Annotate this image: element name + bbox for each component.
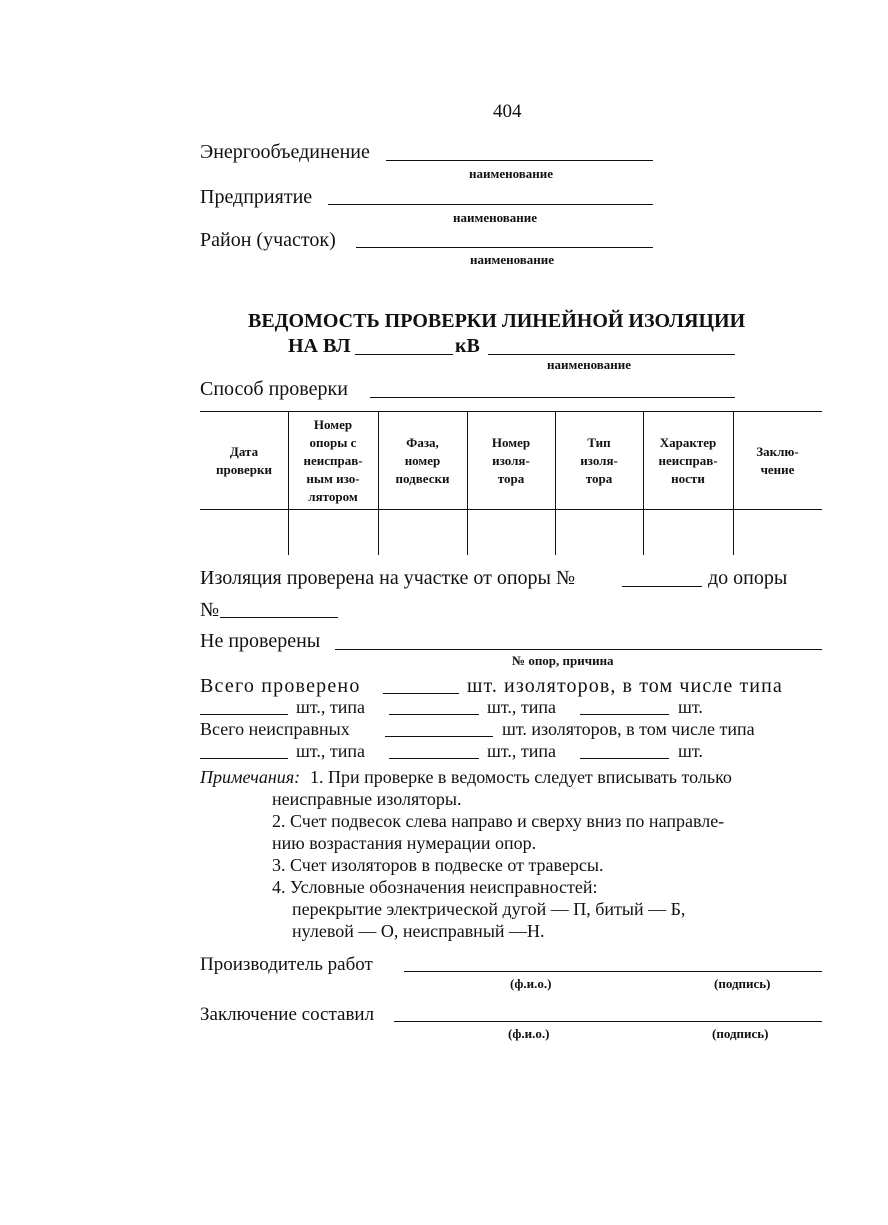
total-checked-label: Всего проверено [200, 675, 361, 697]
cell-fault-type[interactable] [643, 509, 733, 555]
total-faulty-line[interactable] [385, 736, 493, 737]
total-faulty-text: шт. изоляторов, в том числе типа [502, 719, 755, 739]
faulty-pcs-type-1: шт., типа [296, 741, 365, 761]
faulty-count2-line[interactable] [580, 758, 669, 759]
note-1-line-1: 1. При проверке в ведомость следует вписывать только [310, 767, 732, 787]
note-3: 3. Счет изоляторов в подвеске от траверсы. [272, 855, 604, 875]
method-label: Способ проверки [200, 378, 348, 400]
note-4-line-3: нулевой — О, неисправный —Н. [292, 921, 545, 941]
total-checked-line[interactable] [383, 693, 459, 694]
note-4-line-1: 4. Условные обозначения неисправностей: [272, 877, 598, 897]
not-checked-label: Не проверены [200, 630, 321, 652]
from-support-line[interactable] [622, 586, 702, 587]
faulty-pcs-type-2: шт., типа [487, 741, 556, 761]
col-fault-type: Характер неисправ- ности [658, 434, 718, 486]
not-checked-caption: № опор, причина [512, 653, 614, 668]
work-manager-label: Производитель работ [200, 954, 373, 975]
to-support-label: до опоры [708, 567, 788, 589]
compiled-by-name-caption: (ф.и.о.) [508, 1026, 550, 1041]
method-line[interactable] [370, 397, 735, 398]
not-checked-line[interactable] [335, 649, 822, 650]
note-1-line-2: неисправные изоляторы. [272, 789, 462, 809]
col-phase: Фаза, номер подвески [395, 434, 450, 486]
cell-conclusion[interactable] [733, 509, 822, 555]
enterprise-label: Предприятие [200, 186, 313, 208]
district-caption: наименование [470, 252, 555, 267]
compiled-by-sign-caption: (подпись) [712, 1026, 769, 1041]
title-vl-prefix: НА ВЛ [288, 335, 351, 357]
cell-date[interactable] [200, 509, 288, 555]
work-manager-sign-caption: (подпись) [714, 976, 771, 991]
col-support-number: Номер опоры с неисправ- ным изо- лятором [303, 416, 363, 504]
to-support-line[interactable] [220, 617, 338, 618]
checked-pcs-type-1: шт., типа [296, 697, 365, 717]
notes-label: Примечания: [200, 767, 301, 787]
document-title: ВЕДОМОСТЬ ПРОВЕРКИ ЛИНЕЙНОЙ ИЗОЛЯЦИИ [248, 310, 746, 332]
enterprise-line[interactable] [328, 204, 653, 205]
total-checked-text: шт. изоляторов, в том числе типа [467, 675, 783, 697]
title-kv-unit: кВ [455, 335, 480, 357]
faulty-pcs: шт. [678, 741, 703, 761]
col-date: Дата проверки [216, 443, 272, 477]
cell-support-number[interactable] [288, 509, 378, 555]
checked-count1-line[interactable] [389, 714, 479, 715]
col-insulator-type: Тип изоля- тора [580, 434, 618, 486]
energy-association-label: Энергообъединение [200, 141, 370, 163]
page-number: 404 [493, 101, 522, 122]
compiled-by-line[interactable] [394, 1021, 822, 1022]
voltage-line[interactable] [355, 354, 453, 355]
compiled-by-label: Заключение составил [200, 1004, 375, 1025]
checked-count2-line[interactable] [580, 714, 669, 715]
cell-insulator-number[interactable] [467, 509, 555, 555]
faulty-count1-line[interactable] [389, 758, 479, 759]
enterprise-caption: наименование [453, 210, 538, 225]
checked-pcs: шт. [678, 697, 703, 717]
checked-pcs-type-2: шт., типа [487, 697, 556, 717]
total-faulty-label: Всего неисправных [200, 719, 350, 739]
note-4-line-2: перекрытие электрической дугой — П, битый — Б, [292, 899, 686, 919]
checked-range-label: Изоляция проверена на участке от опоры № [200, 567, 576, 589]
col-insulator-number: Номер изоля- тора [491, 434, 531, 486]
energy-association-line[interactable] [386, 160, 653, 161]
to-support-number-sign: № [200, 599, 220, 621]
note-2-line-1: 2. Счет подвесок слева направо и сверху вниз по направле- [272, 811, 725, 831]
work-manager-name-caption: (ф.и.о.) [510, 976, 552, 991]
checked-type1-line[interactable] [200, 714, 288, 715]
district-label: Район (участок) [200, 229, 336, 251]
energy-association-caption: наименование [469, 166, 554, 181]
inspection-table [200, 411, 822, 555]
cell-phase[interactable] [378, 509, 467, 555]
note-2-line-2: нию возрастания нумерации опор. [272, 833, 537, 853]
col-conclusion: Заклю- чение [756, 443, 799, 477]
work-manager-line[interactable] [404, 971, 822, 972]
cell-insulator-type[interactable] [555, 509, 643, 555]
vl-name-line[interactable] [488, 354, 735, 355]
vl-name-caption: наименование [547, 357, 632, 372]
district-line[interactable] [356, 247, 653, 248]
faulty-type1-line[interactable] [200, 758, 288, 759]
